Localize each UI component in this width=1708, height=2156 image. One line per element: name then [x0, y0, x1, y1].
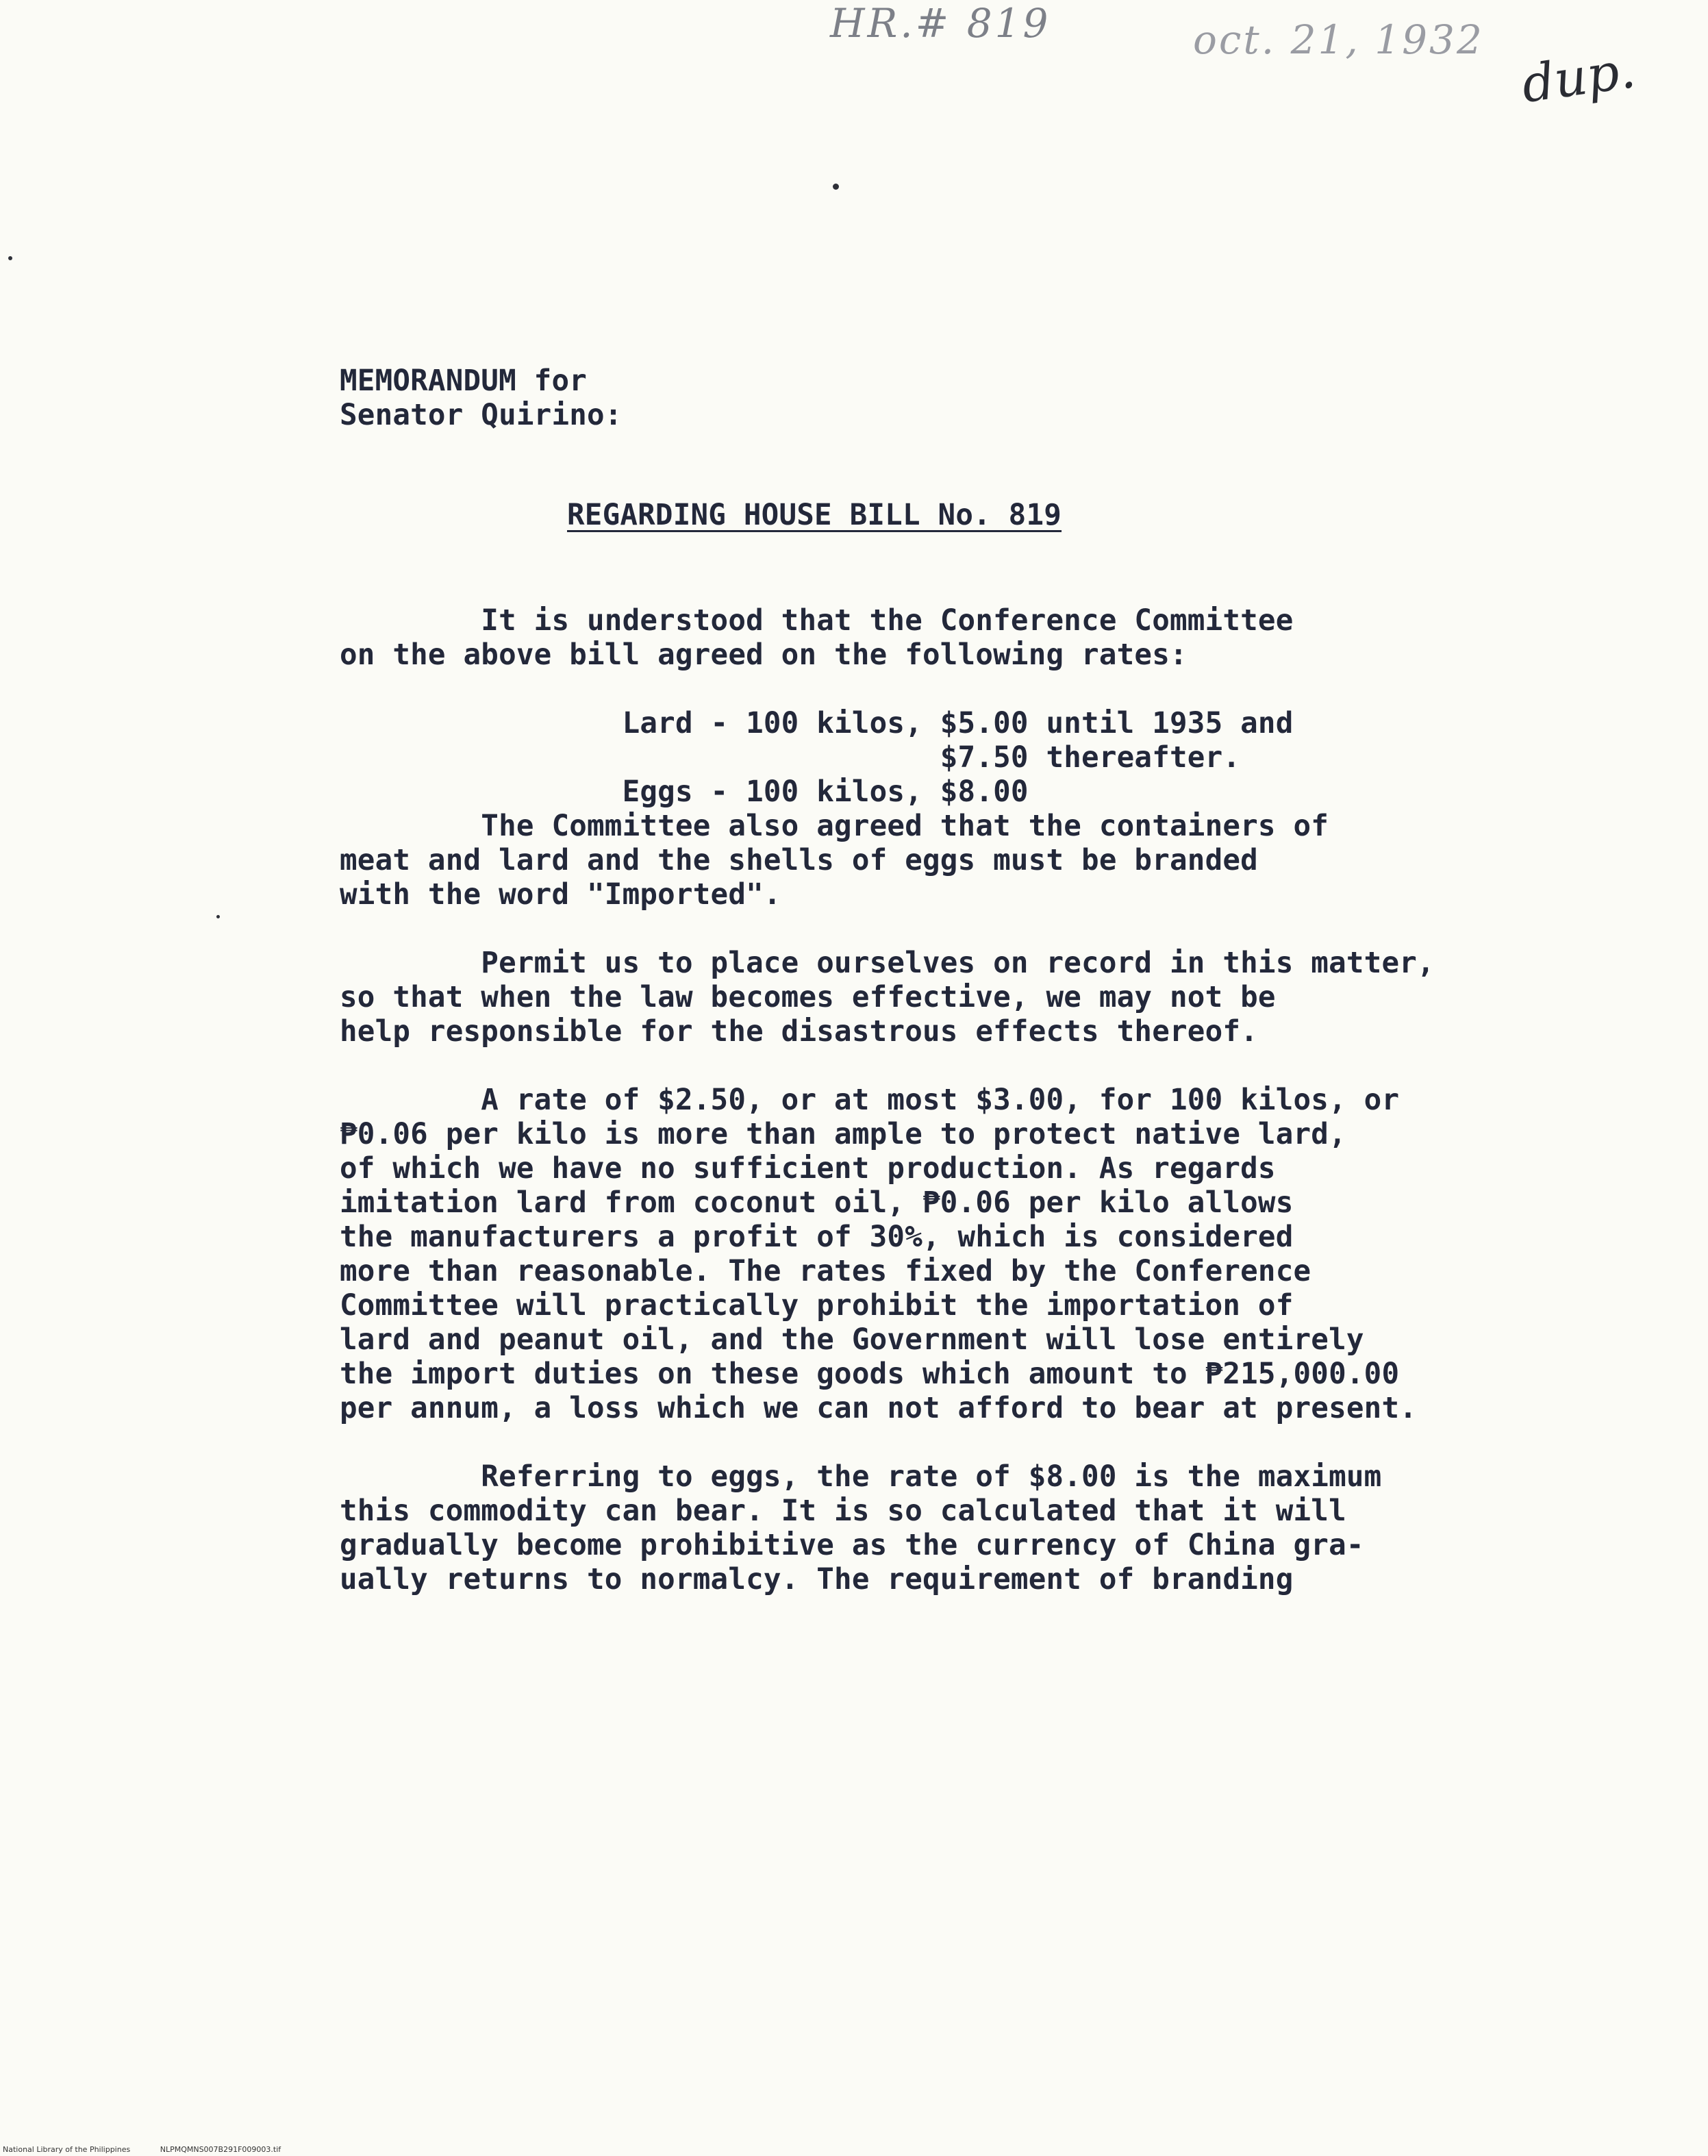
handwritten-date: oct. 21, 1932 [1193, 16, 1484, 63]
handwritten-file-reference: HR.# 819 [830, 0, 1051, 47]
memo-addressee-line-2: Senator Quirino: [340, 399, 623, 432]
scan-file-id: NLPMQMNS007B291F009003.tif [160, 2145, 281, 2154]
memo-heading: REGARDING HOUSE BILL No. 819 [567, 499, 1062, 532]
paragraph-branding-agreement: The Committee also agreed that the containers of meat and lard and the shells of eggs must be branded with the word "Imported". [340, 810, 1329, 912]
ink-speck [8, 256, 12, 260]
paragraph-lard-rates: A rate of $2.50, or at most $3.00, for 100 kilos, or ₱0.06 per kilo is more than ample to protect native lard, of which we have no sufficient production. As regards imitation lard from coconut oil, ₱0.06 per kilo allows the manufacturers a profit of 30%, which is considered more than reasonable. The rates fixed by the Conference Committee will practically prohibit the importation of lard and peanut oil, and the Government will lose entirely the import duties on these goods which amount to ₱215,000.00 per annum, a loss which we can not afford to bear at present. [340, 1083, 1418, 1425]
memo-addressee-line-1: MEMORANDUM for [340, 364, 588, 398]
paragraph-conference-rates: It is understood that the Conference Committee on the above bill agreed on the following rates: [340, 604, 1294, 672]
library-name: National Library of the Philippines [3, 2145, 131, 2154]
paragraph-eggs: Referring to eggs, the rate of $8.00 is the maximum this commodity can bear. It is so calculated that it will gradually become prohibitive as the currency of China gra- ually returns to normalcy. The requirement of branding [340, 1460, 1382, 1596]
paragraph-record: Permit us to place ourselves on record in this matter, so that when the law becomes effective, we may not be help responsible for the disastrous effects thereof. [340, 947, 1435, 1049]
rates-list: Lard - 100 kilos, $5.00 until 1935 and $7.50 thereafter. Eggs - 100 kilos, $8.00 [622, 707, 1294, 809]
archive-footer [3, 2145, 281, 2154]
ink-speck [216, 915, 220, 918]
handwritten-duplicate-note: dup. [1518, 40, 1640, 115]
ink-speck [833, 184, 839, 190]
